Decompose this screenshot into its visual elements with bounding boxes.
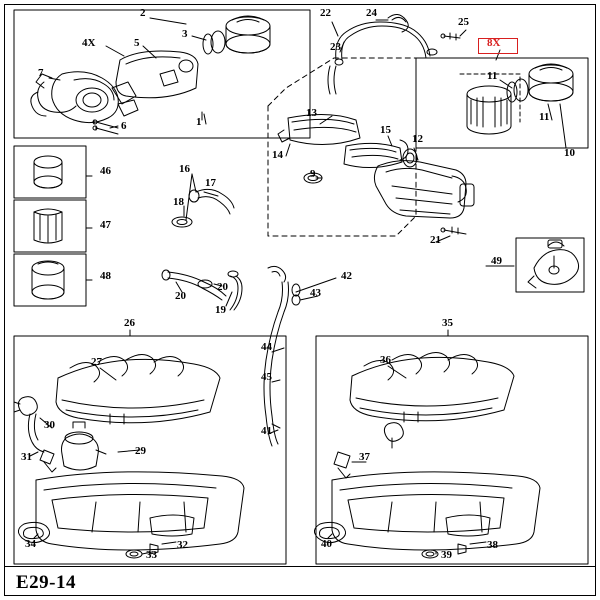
callout-39: 39 (441, 549, 452, 561)
callout-34: 34 (25, 538, 36, 550)
callout-23: 23 (330, 41, 341, 53)
callout-22: 22 (320, 7, 331, 19)
callout-32: 32 (177, 539, 188, 551)
callout-44: 44 (261, 341, 272, 353)
footer-divider (5, 566, 595, 567)
oil-cooler-manifold-group (268, 58, 474, 236)
callout-5: 5 (134, 37, 140, 49)
callout-37: 37 (359, 451, 370, 463)
callout-6: 6 (121, 120, 127, 132)
callout-3: 3 (182, 28, 188, 40)
callout-4x: 4X (82, 37, 96, 49)
callout-16: 16 (179, 163, 190, 175)
dipstick-group (264, 266, 300, 446)
callout-14: 14 (272, 149, 283, 161)
callout-18: 18 (173, 196, 184, 208)
callout-21: 21 (430, 234, 441, 246)
callout-47: 47 (100, 219, 111, 231)
callout-17: 17 (205, 177, 216, 189)
callout-25: 25 (458, 16, 469, 28)
callout-49: 49 (491, 255, 502, 267)
callout-11-upper: 11 (487, 70, 498, 82)
left-sump-group (14, 336, 286, 564)
callout-45: 45 (261, 371, 272, 383)
right-sump-group (314, 336, 588, 564)
callout-33: 33 (146, 549, 157, 561)
callout-31: 31 (21, 451, 32, 463)
callout-12: 12 (412, 133, 423, 145)
filter-cartridge-group (416, 58, 588, 148)
callout-38: 38 (487, 539, 498, 551)
callout-20-right: 20 (217, 281, 228, 293)
callout-26: 26 (124, 317, 135, 329)
spin-on-filters-stack (14, 146, 86, 306)
callout-29: 29 (135, 445, 146, 457)
callout-9: 9 (310, 168, 316, 180)
callout-35: 35 (442, 317, 453, 329)
callout-8x: 8X (487, 37, 501, 49)
callout-41: 41 (261, 425, 272, 437)
callout-2: 2 (140, 7, 146, 19)
callout-48: 48 (100, 270, 111, 282)
callout-46: 46 (100, 165, 111, 177)
callout-11-lower: 11 (539, 111, 550, 123)
callout-43: 43 (310, 287, 321, 299)
pump-bracket-group (516, 238, 584, 292)
oil-filter-housing-group (14, 7, 310, 138)
diagram-code: E29-14 (16, 572, 76, 593)
callout-13: 13 (306, 107, 317, 119)
callout-30: 30 (44, 419, 55, 431)
callout-19: 19 (215, 304, 226, 316)
callout-36: 36 (380, 354, 391, 366)
callout-7: 7 (38, 67, 44, 79)
callout-20-left: 20 (175, 290, 186, 302)
callout-1: 1 (196, 116, 202, 128)
callout-27: 27 (91, 356, 102, 368)
callout-42: 42 (341, 270, 352, 282)
callout-15: 15 (380, 124, 391, 136)
callout-24: 24 (366, 7, 377, 19)
oil-pipe-group (328, 14, 460, 94)
callout-10: 10 (564, 147, 575, 159)
callout-40: 40 (321, 538, 332, 550)
